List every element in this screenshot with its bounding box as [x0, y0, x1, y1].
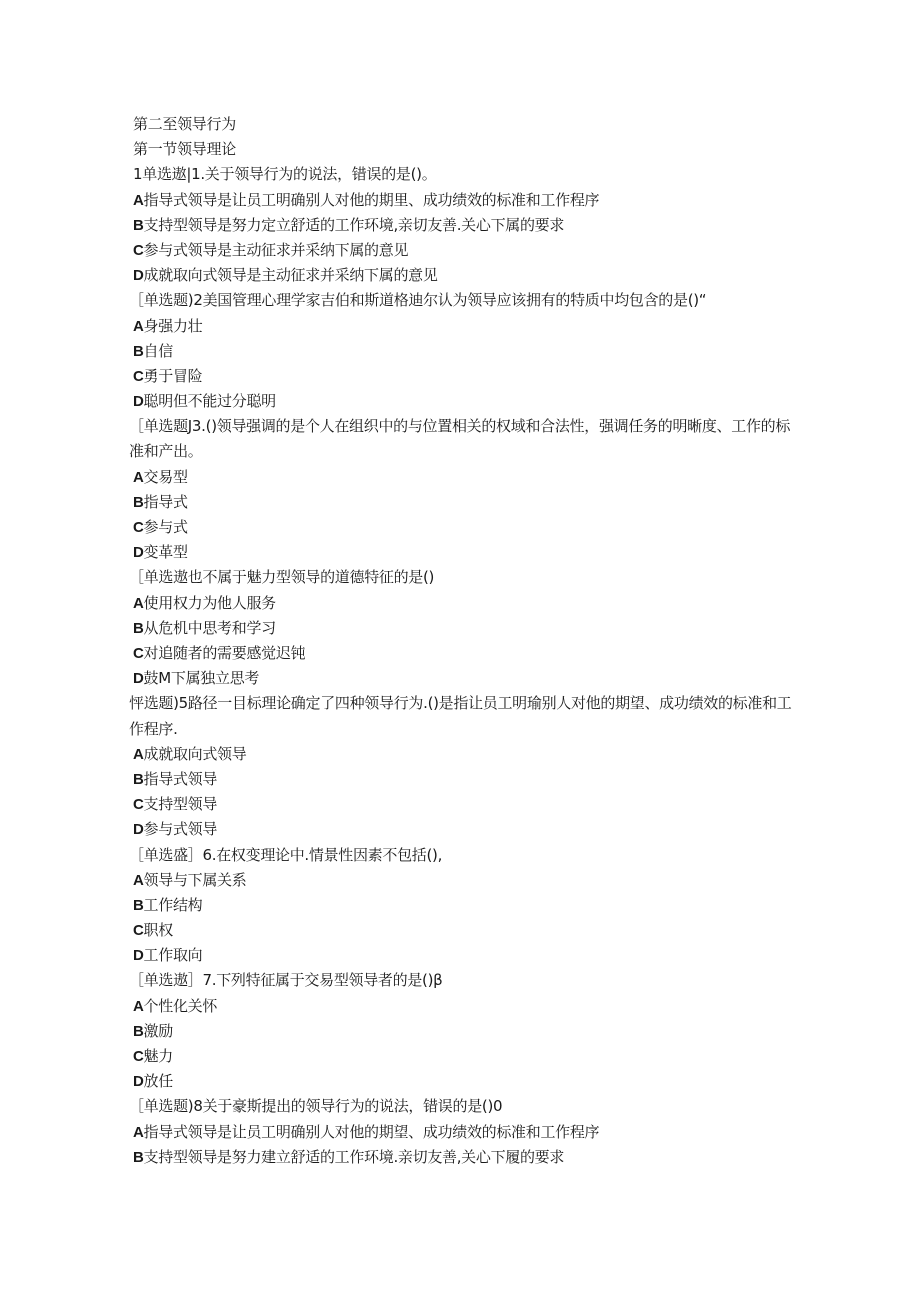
option-label: A	[133, 745, 144, 763]
option-label: C	[133, 1048, 144, 1065]
option-label: C	[133, 519, 144, 537]
answer-option	[133, 540, 793, 565]
option-text: 放任	[143, 1072, 173, 1091]
option-text: 工作取向	[143, 946, 203, 965]
question-stem: 怦选题)5路径一目标理论确定了四种领导行为.()是指让员工明瑜别人对他的期望、成功绩效的标准和工作程序.	[129, 694, 792, 738]
answer-option	[133, 188, 793, 213]
answer-option	[133, 918, 793, 943]
question-list	[129, 162, 793, 1170]
option-text: 鼓M下属独立思考	[143, 669, 260, 688]
option-label: C	[133, 796, 144, 814]
option-text: 参与式	[143, 518, 188, 537]
answer-option	[133, 314, 793, 339]
option-label: B	[133, 770, 144, 788]
answer-option	[133, 943, 793, 968]
option-label: D	[133, 267, 144, 285]
option-text: 成就取向式领导	[143, 744, 247, 763]
answer-option	[133, 515, 793, 540]
option-label: B	[133, 493, 144, 511]
question-block	[129, 288, 793, 414]
option-text: 指导式	[143, 492, 188, 511]
option-label: B	[133, 896, 144, 914]
answer-option	[133, 817, 793, 842]
option-text: 对追随者的需要感觉迟钝	[143, 643, 306, 662]
option-text: 勇于冒险	[143, 366, 203, 385]
option-label: B	[133, 342, 144, 360]
question-stem: ［单选遨］7.下列特征属于交易型领导者的是()β	[129, 971, 443, 990]
answer-option	[133, 1069, 793, 1094]
option-label: D	[133, 544, 144, 562]
option-text: 指导式领导	[143, 769, 218, 788]
question-block	[129, 1094, 793, 1170]
answer-option	[133, 389, 793, 414]
option-label: A	[133, 594, 144, 612]
document-page	[129, 112, 793, 1170]
answer-option	[133, 868, 793, 893]
question-block	[129, 691, 793, 842]
question-block	[129, 968, 793, 1094]
option-text: 变革型	[143, 543, 188, 562]
answer-option	[133, 742, 793, 767]
answer-option	[133, 767, 793, 792]
option-label: B	[133, 1022, 144, 1040]
answer-option	[133, 238, 793, 263]
option-text: 成就取向式领导是主动征求并采纳下属的意见	[143, 266, 438, 285]
option-text: 职权	[143, 921, 173, 940]
option-label: A	[133, 317, 144, 335]
option-text: 指导式领导是让员工明确别人对他的期里、成功绩效的标准和工作程序	[143, 190, 600, 209]
option-label: D	[133, 1073, 144, 1091]
option-label: B	[133, 619, 144, 637]
answer-option	[133, 213, 793, 238]
option-label: D	[133, 670, 144, 688]
answer-option	[133, 1044, 793, 1069]
question-block	[129, 843, 793, 969]
question-block	[129, 414, 793, 565]
answer-option	[133, 1120, 793, 1145]
question-block	[129, 565, 793, 691]
answer-option	[133, 1019, 793, 1044]
option-label: B	[133, 216, 144, 234]
option-label: A	[133, 871, 144, 889]
option-text: 激励	[143, 1021, 173, 1040]
answer-option	[133, 792, 793, 817]
answer-option	[133, 591, 793, 616]
option-text: 参与式领导是主动征求并采纳下属的意见	[143, 240, 409, 259]
option-label: C	[133, 922, 144, 940]
option-text: 领导与下属关系	[143, 870, 247, 889]
option-label: B	[133, 1148, 144, 1166]
option-text: 从危机中思考和学习	[143, 618, 276, 637]
option-label: C	[133, 644, 144, 662]
option-label: A	[133, 468, 144, 486]
option-label: C	[133, 367, 144, 385]
section-title: 第一节领导理论	[133, 140, 236, 159]
question-stem: ［单选遨也不属于魅力型领导的道德特征的是()	[129, 568, 435, 587]
answer-option	[133, 263, 793, 288]
answer-option	[133, 893, 793, 918]
option-text: 个性化关怀	[143, 996, 218, 1015]
option-text: 交易型	[143, 467, 188, 486]
answer-option	[133, 994, 793, 1019]
option-text: 指导式领导是让员工明确别人对他的期望、成功绩效的标准和工作程序	[143, 1122, 600, 1141]
answer-option	[133, 1145, 793, 1170]
option-label: D	[133, 393, 144, 411]
question-stem: ［单选题)8关于豪斯提出的领导行为的说法，错误的是()0	[129, 1097, 503, 1116]
option-text: 支持型领导是努力建立舒适的工作环境.亲切友善,关心下履的要求	[143, 1147, 565, 1166]
chapter-title: 第二至领导行为	[133, 115, 236, 133]
question-stem: ［单选题J3.()领导强调的是个人在组织中的与位置相关的权域和合法性，强调任务的明晰度、工作的标准和产出。	[129, 417, 791, 461]
option-label: D	[133, 821, 144, 839]
answer-option	[133, 465, 793, 490]
answer-option	[133, 339, 793, 364]
answer-option	[133, 641, 793, 666]
option-text: 魅力	[143, 1047, 173, 1065]
option-text: 身强力壮	[143, 316, 203, 335]
question-stem: ［单选题)2美国管理心理学家吉伯和斯道格迪尔认为领导应该拥有的特质中均包含的是()“	[129, 291, 707, 310]
answer-option	[133, 364, 793, 389]
answer-option	[133, 490, 793, 515]
option-label: A	[133, 191, 144, 209]
answer-option	[133, 666, 793, 691]
option-label: C	[133, 241, 144, 259]
option-label: A	[133, 997, 144, 1015]
option-text: 工作结构	[143, 895, 203, 914]
option-text: 支持型领导	[143, 795, 218, 814]
question-block	[133, 162, 793, 288]
option-text: 支持型领导是努力定立舒适的工作环境,亲切友善.关心下属的要求	[143, 215, 565, 234]
option-text: 聪明但不能过分聪明	[143, 392, 276, 411]
option-text: 参与式领导	[143, 820, 218, 839]
option-label: D	[133, 947, 144, 965]
question-stem: 1单选遨|1.关于领导行为的说法，错误的是()。	[133, 165, 437, 184]
answer-option	[133, 616, 793, 641]
question-stem: ［单选盛］6.在权变理论中.情景性因素不包括(),	[129, 845, 443, 864]
option-label: A	[133, 1123, 144, 1141]
option-text: 使用权力为他人服务	[143, 593, 276, 612]
option-text: 自信	[143, 341, 173, 360]
